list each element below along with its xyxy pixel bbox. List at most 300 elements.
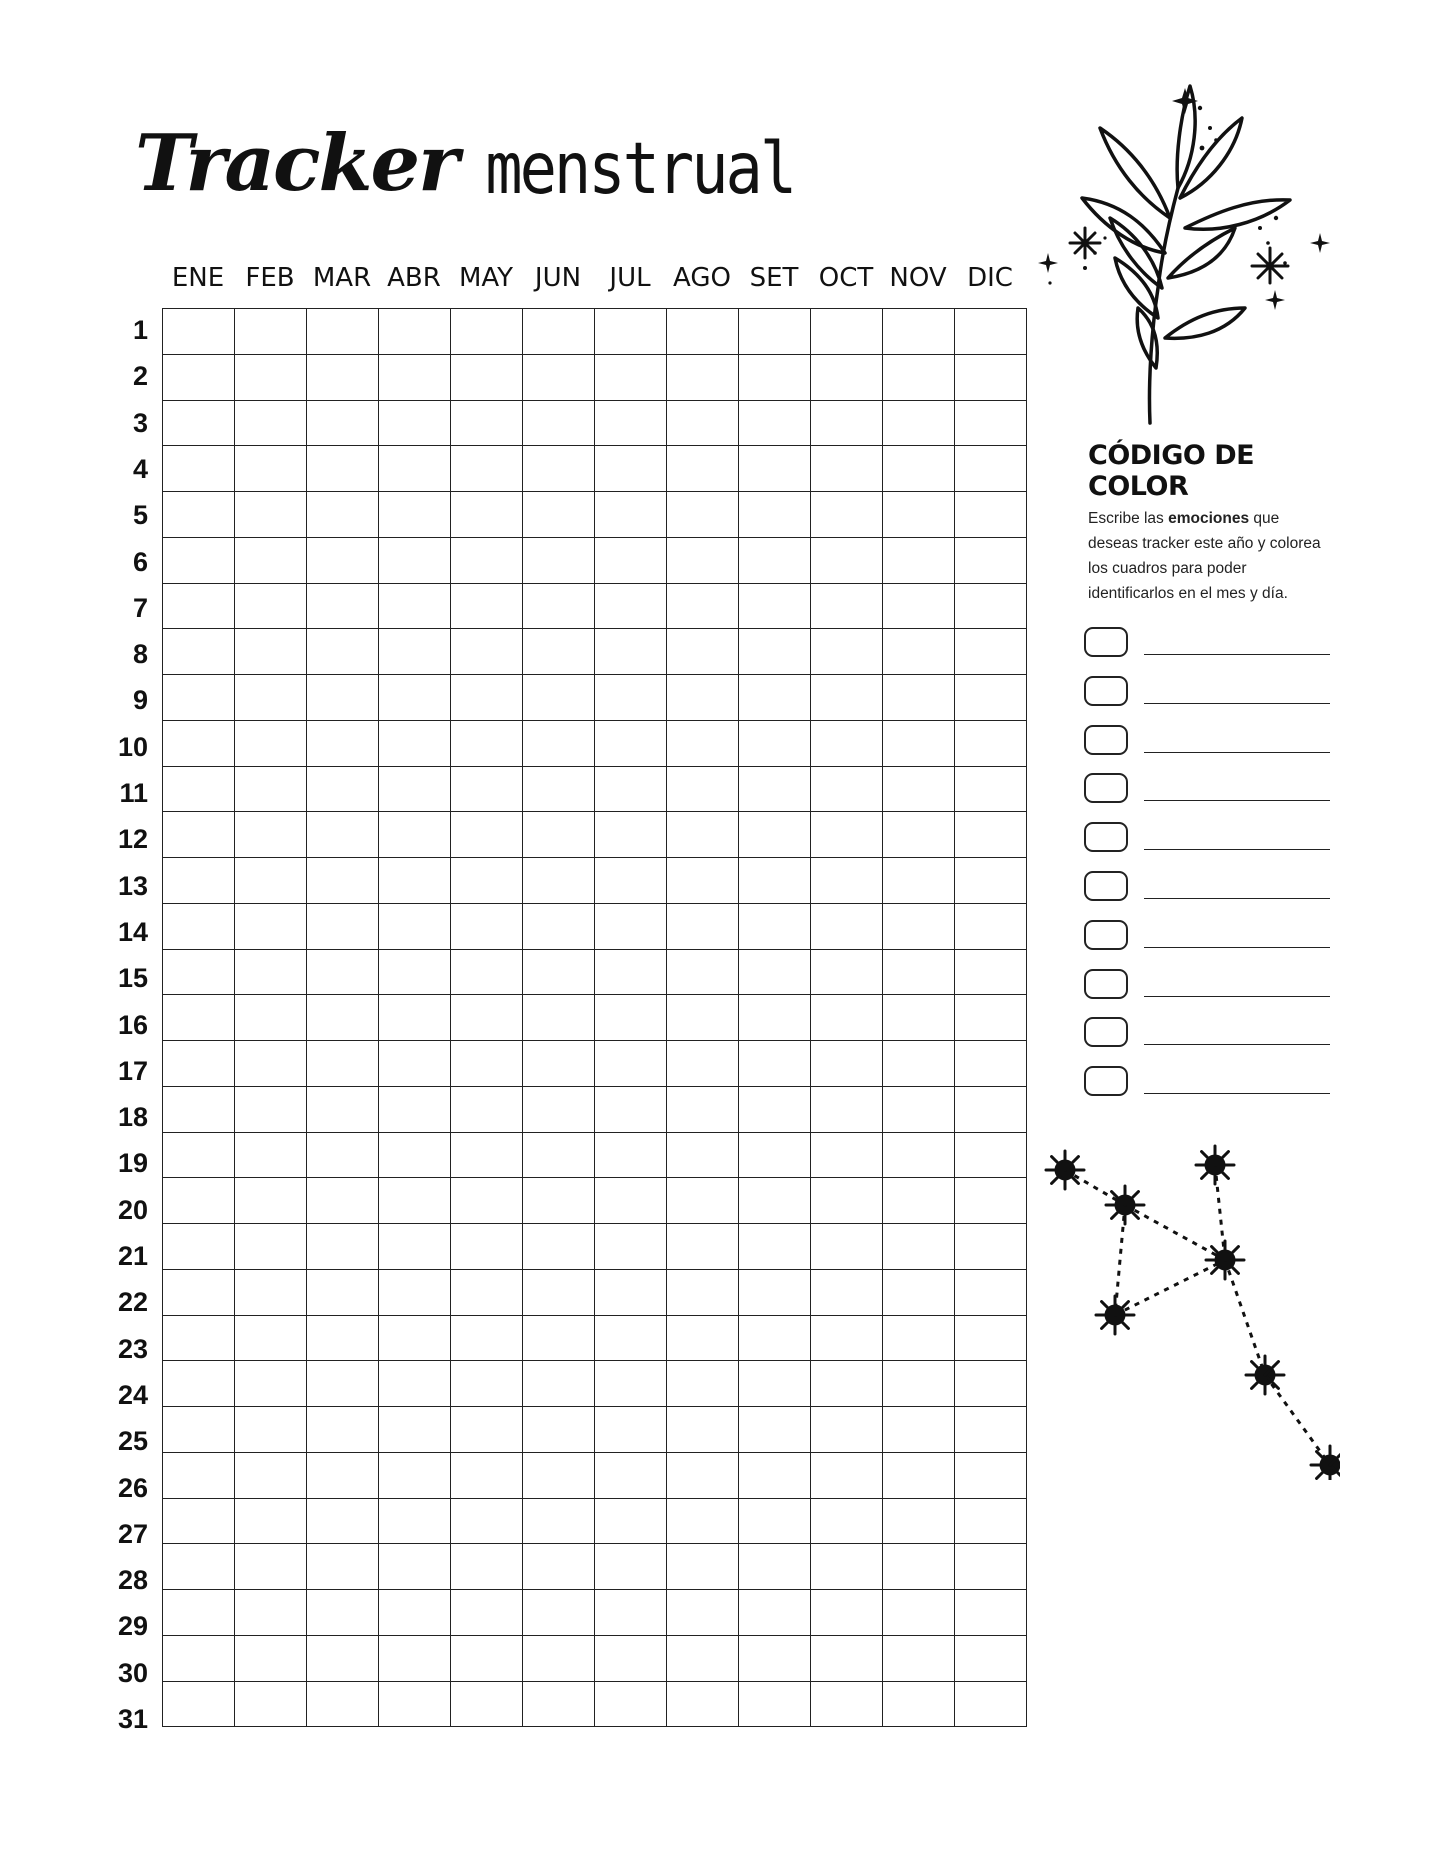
grid-cell[interactable] [955, 492, 1027, 538]
grid-cell[interactable] [523, 1178, 595, 1224]
grid-cell[interactable] [379, 1544, 451, 1590]
grid-cell[interactable] [667, 1178, 739, 1224]
grid-cell[interactable] [451, 1635, 523, 1681]
grid-cell[interactable] [667, 1086, 739, 1132]
grid-cell[interactable] [523, 858, 595, 904]
grid-cell[interactable] [307, 858, 379, 904]
grid-cell[interactable] [523, 1498, 595, 1544]
grid-cell[interactable] [163, 903, 235, 949]
grid-cell[interactable] [883, 858, 955, 904]
grid-cell[interactable] [811, 1635, 883, 1681]
grid-cell[interactable] [955, 1544, 1027, 1590]
grid-cell[interactable] [811, 1224, 883, 1270]
grid-cell[interactable] [523, 400, 595, 446]
grid-cell[interactable] [307, 1315, 379, 1361]
grid-cell[interactable] [163, 1407, 235, 1453]
grid-cell[interactable] [235, 1681, 307, 1727]
grid-cell[interactable] [379, 1041, 451, 1087]
grid-cell[interactable] [307, 583, 379, 629]
grid-cell[interactable] [235, 1315, 307, 1361]
grid-cell[interactable] [739, 537, 811, 583]
color-swatch-box[interactable] [1084, 1017, 1128, 1047]
grid-cell[interactable] [163, 1132, 235, 1178]
grid-cell[interactable] [883, 354, 955, 400]
grid-cell[interactable] [379, 583, 451, 629]
grid-cell[interactable] [235, 903, 307, 949]
emotion-write-line[interactable] [1144, 654, 1330, 655]
grid-cell[interactable] [163, 812, 235, 858]
grid-cell[interactable] [955, 354, 1027, 400]
grid-cell[interactable] [307, 995, 379, 1041]
grid-cell[interactable] [163, 629, 235, 675]
grid-cell[interactable] [739, 1041, 811, 1087]
color-swatch-box[interactable] [1084, 920, 1128, 950]
grid-cell[interactable] [811, 537, 883, 583]
grid-cell[interactable] [163, 1269, 235, 1315]
grid-cell[interactable] [811, 858, 883, 904]
color-swatch-box[interactable] [1084, 676, 1128, 706]
grid-cell[interactable] [307, 629, 379, 675]
grid-cell[interactable] [163, 354, 235, 400]
grid-cell[interactable] [955, 812, 1027, 858]
grid-cell[interactable] [379, 766, 451, 812]
color-swatch-box[interactable] [1084, 725, 1128, 755]
grid-cell[interactable] [307, 1361, 379, 1407]
grid-cell[interactable] [163, 1498, 235, 1544]
grid-cell[interactable] [379, 492, 451, 538]
grid-cell[interactable] [955, 1269, 1027, 1315]
grid-cell[interactable] [307, 675, 379, 721]
grid-cell[interactable] [667, 949, 739, 995]
grid-cell[interactable] [163, 1452, 235, 1498]
grid-cell[interactable] [235, 1498, 307, 1544]
grid-cell[interactable] [307, 1407, 379, 1453]
grid-cell[interactable] [883, 1269, 955, 1315]
grid-cell[interactable] [883, 1407, 955, 1453]
grid-cell[interactable] [595, 1132, 667, 1178]
grid-cell[interactable] [451, 446, 523, 492]
grid-cell[interactable] [883, 1590, 955, 1636]
grid-cell[interactable] [523, 1635, 595, 1681]
grid-cell[interactable] [379, 720, 451, 766]
grid-cell[interactable] [523, 1361, 595, 1407]
grid-cell[interactable] [451, 629, 523, 675]
grid-cell[interactable] [811, 446, 883, 492]
grid-cell[interactable] [235, 1452, 307, 1498]
grid-cell[interactable] [955, 949, 1027, 995]
grid-cell[interactable] [955, 1132, 1027, 1178]
grid-cell[interactable] [451, 903, 523, 949]
grid-cell[interactable] [811, 1681, 883, 1727]
grid-cell[interactable] [451, 1086, 523, 1132]
grid-cell[interactable] [955, 766, 1027, 812]
grid-cell[interactable] [163, 1315, 235, 1361]
grid-cell[interactable] [739, 812, 811, 858]
grid-cell[interactable] [235, 1224, 307, 1270]
grid-cell[interactable] [595, 400, 667, 446]
emotion-write-line[interactable] [1144, 947, 1330, 948]
grid-cell[interactable] [955, 1635, 1027, 1681]
grid-cell[interactable] [235, 720, 307, 766]
grid-cell[interactable] [883, 446, 955, 492]
grid-cell[interactable] [379, 1498, 451, 1544]
grid-cell[interactable] [955, 1498, 1027, 1544]
grid-cell[interactable] [307, 309, 379, 355]
grid-cell[interactable] [667, 400, 739, 446]
grid-cell[interactable] [451, 1498, 523, 1544]
grid-cell[interactable] [235, 354, 307, 400]
grid-cell[interactable] [739, 1361, 811, 1407]
grid-cell[interactable] [523, 1544, 595, 1590]
grid-cell[interactable] [379, 1269, 451, 1315]
grid-cell[interactable] [811, 1178, 883, 1224]
grid-cell[interactable] [163, 1681, 235, 1727]
grid-cell[interactable] [595, 537, 667, 583]
grid-cell[interactable] [595, 1041, 667, 1087]
grid-cell[interactable] [307, 812, 379, 858]
grid-cell[interactable] [955, 309, 1027, 355]
grid-cell[interactable] [523, 812, 595, 858]
grid-cell[interactable] [235, 537, 307, 583]
grid-cell[interactable] [379, 995, 451, 1041]
grid-cell[interactable] [379, 1315, 451, 1361]
grid-cell[interactable] [883, 995, 955, 1041]
grid-cell[interactable] [739, 949, 811, 995]
grid-cell[interactable] [955, 1224, 1027, 1270]
grid-cell[interactable] [883, 492, 955, 538]
grid-cell[interactable] [307, 446, 379, 492]
grid-cell[interactable] [667, 1361, 739, 1407]
grid-cell[interactable] [163, 858, 235, 904]
grid-cell[interactable] [667, 629, 739, 675]
grid-cell[interactable] [379, 1635, 451, 1681]
grid-cell[interactable] [595, 446, 667, 492]
grid-cell[interactable] [235, 309, 307, 355]
grid-cell[interactable] [667, 354, 739, 400]
grid-cell[interactable] [451, 1452, 523, 1498]
grid-cell[interactable] [811, 995, 883, 1041]
grid-cell[interactable] [523, 492, 595, 538]
grid-cell[interactable] [307, 537, 379, 583]
grid-cell[interactable] [667, 492, 739, 538]
grid-cell[interactable] [739, 1315, 811, 1361]
grid-cell[interactable] [595, 812, 667, 858]
grid-cell[interactable] [451, 1315, 523, 1361]
grid-cell[interactable] [739, 583, 811, 629]
grid-cell[interactable] [235, 812, 307, 858]
grid-cell[interactable] [811, 629, 883, 675]
grid-cell[interactable] [739, 1452, 811, 1498]
grid-cell[interactable] [811, 903, 883, 949]
grid-cell[interactable] [811, 812, 883, 858]
grid-cell[interactable] [307, 1452, 379, 1498]
grid-cell[interactable] [451, 949, 523, 995]
grid-cell[interactable] [307, 354, 379, 400]
grid-cell[interactable] [811, 583, 883, 629]
grid-cell[interactable] [307, 720, 379, 766]
grid-cell[interactable] [883, 766, 955, 812]
grid-cell[interactable] [451, 1407, 523, 1453]
grid-cell[interactable] [523, 1315, 595, 1361]
grid-cell[interactable] [379, 949, 451, 995]
grid-cell[interactable] [235, 1178, 307, 1224]
grid-cell[interactable] [811, 1041, 883, 1087]
grid-cell[interactable] [883, 1635, 955, 1681]
grid-cell[interactable] [667, 1498, 739, 1544]
color-swatch-box[interactable] [1084, 1066, 1128, 1096]
grid-cell[interactable] [307, 1498, 379, 1544]
grid-cell[interactable] [811, 400, 883, 446]
grid-cell[interactable] [595, 1407, 667, 1453]
grid-cell[interactable] [955, 720, 1027, 766]
grid-cell[interactable] [307, 766, 379, 812]
grid-cell[interactable] [595, 949, 667, 995]
grid-cell[interactable] [667, 1269, 739, 1315]
grid-cell[interactable] [883, 400, 955, 446]
grid-cell[interactable] [451, 1681, 523, 1727]
grid-cell[interactable] [451, 1544, 523, 1590]
grid-cell[interactable] [451, 1132, 523, 1178]
grid-cell[interactable] [883, 1132, 955, 1178]
grid-cell[interactable] [379, 1681, 451, 1727]
grid-cell[interactable] [883, 583, 955, 629]
grid-cell[interactable] [163, 537, 235, 583]
grid-cell[interactable] [235, 1041, 307, 1087]
grid-cell[interactable] [451, 583, 523, 629]
grid-cell[interactable] [235, 1635, 307, 1681]
grid-cell[interactable] [451, 400, 523, 446]
grid-cell[interactable] [451, 354, 523, 400]
color-swatch-box[interactable] [1084, 969, 1128, 999]
grid-cell[interactable] [163, 1086, 235, 1132]
grid-cell[interactable] [739, 1224, 811, 1270]
grid-cell[interactable] [163, 446, 235, 492]
grid-cell[interactable] [667, 675, 739, 721]
grid-cell[interactable] [811, 1498, 883, 1544]
grid-cell[interactable] [163, 400, 235, 446]
grid-cell[interactable] [379, 446, 451, 492]
grid-cell[interactable] [163, 1361, 235, 1407]
grid-cell[interactable] [955, 1407, 1027, 1453]
grid-cell[interactable] [523, 1224, 595, 1270]
emotion-write-line[interactable] [1144, 898, 1330, 899]
grid-cell[interactable] [955, 1361, 1027, 1407]
grid-cell[interactable] [811, 492, 883, 538]
grid-cell[interactable] [235, 1361, 307, 1407]
grid-cell[interactable] [163, 675, 235, 721]
emotion-write-line[interactable] [1144, 703, 1330, 704]
grid-cell[interactable] [667, 583, 739, 629]
grid-cell[interactable] [883, 1224, 955, 1270]
grid-cell[interactable] [307, 492, 379, 538]
grid-cell[interactable] [739, 354, 811, 400]
grid-cell[interactable] [595, 903, 667, 949]
grid-cell[interactable] [667, 1590, 739, 1636]
grid-cell[interactable] [307, 903, 379, 949]
grid-cell[interactable] [451, 1224, 523, 1270]
grid-cell[interactable] [379, 1590, 451, 1636]
grid-cell[interactable] [595, 1224, 667, 1270]
grid-cell[interactable] [523, 1407, 595, 1453]
grid-cell[interactable] [523, 583, 595, 629]
grid-cell[interactable] [739, 629, 811, 675]
grid-cell[interactable] [811, 1269, 883, 1315]
grid-cell[interactable] [667, 995, 739, 1041]
grid-cell[interactable] [739, 400, 811, 446]
grid-cell[interactable] [379, 309, 451, 355]
grid-cell[interactable] [667, 1315, 739, 1361]
grid-cell[interactable] [955, 1315, 1027, 1361]
grid-cell[interactable] [739, 1086, 811, 1132]
grid-cell[interactable] [523, 766, 595, 812]
grid-cell[interactable] [883, 1178, 955, 1224]
grid-cell[interactable] [667, 903, 739, 949]
grid-cell[interactable] [451, 1590, 523, 1636]
grid-cell[interactable] [811, 1361, 883, 1407]
grid-cell[interactable] [307, 1635, 379, 1681]
grid-cell[interactable] [307, 1132, 379, 1178]
grid-cell[interactable] [667, 309, 739, 355]
emotion-write-line[interactable] [1144, 800, 1330, 801]
grid-cell[interactable] [451, 1269, 523, 1315]
color-swatch-box[interactable] [1084, 871, 1128, 901]
grid-cell[interactable] [379, 400, 451, 446]
grid-cell[interactable] [883, 720, 955, 766]
grid-cell[interactable] [379, 629, 451, 675]
grid-cell[interactable] [379, 675, 451, 721]
grid-cell[interactable] [811, 1590, 883, 1636]
grid-cell[interactable] [811, 1315, 883, 1361]
grid-cell[interactable] [739, 1269, 811, 1315]
grid-cell[interactable] [883, 1681, 955, 1727]
grid-cell[interactable] [739, 1544, 811, 1590]
grid-cell[interactable] [163, 1224, 235, 1270]
grid-cell[interactable] [955, 537, 1027, 583]
grid-cell[interactable] [307, 1544, 379, 1590]
grid-cell[interactable] [739, 446, 811, 492]
grid-cell[interactable] [523, 1590, 595, 1636]
grid-cell[interactable] [739, 858, 811, 904]
grid-cell[interactable] [379, 1178, 451, 1224]
grid-cell[interactable] [163, 766, 235, 812]
grid-cell[interactable] [667, 812, 739, 858]
grid-cell[interactable] [595, 583, 667, 629]
grid-cell[interactable] [451, 766, 523, 812]
grid-cell[interactable] [739, 675, 811, 721]
grid-cell[interactable] [595, 1590, 667, 1636]
grid-cell[interactable] [739, 1132, 811, 1178]
grid-cell[interactable] [883, 1086, 955, 1132]
grid-cell[interactable] [379, 1452, 451, 1498]
grid-cell[interactable] [163, 1178, 235, 1224]
grid-cell[interactable] [235, 858, 307, 904]
grid-cell[interactable] [595, 766, 667, 812]
grid-cell[interactable] [595, 1178, 667, 1224]
grid-cell[interactable] [883, 629, 955, 675]
grid-cell[interactable] [739, 1681, 811, 1727]
grid-cell[interactable] [451, 1041, 523, 1087]
grid-cell[interactable] [667, 1132, 739, 1178]
grid-cell[interactable] [739, 766, 811, 812]
grid-cell[interactable] [667, 1452, 739, 1498]
grid-cell[interactable] [163, 1544, 235, 1590]
grid-cell[interactable] [163, 1041, 235, 1087]
grid-cell[interactable] [595, 629, 667, 675]
grid-cell[interactable] [235, 766, 307, 812]
grid-cell[interactable] [163, 995, 235, 1041]
grid-cell[interactable] [163, 1590, 235, 1636]
grid-cell[interactable] [883, 309, 955, 355]
grid-cell[interactable] [883, 1498, 955, 1544]
grid-cell[interactable] [163, 1635, 235, 1681]
emotion-write-line[interactable] [1144, 1093, 1330, 1094]
grid-cell[interactable] [307, 1224, 379, 1270]
grid-cell[interactable] [667, 1635, 739, 1681]
grid-cell[interactable] [667, 766, 739, 812]
grid-cell[interactable] [811, 354, 883, 400]
grid-cell[interactable] [523, 309, 595, 355]
grid-cell[interactable] [307, 1590, 379, 1636]
grid-cell[interactable] [739, 903, 811, 949]
grid-cell[interactable] [955, 400, 1027, 446]
color-swatch-box[interactable] [1084, 773, 1128, 803]
grid-cell[interactable] [955, 858, 1027, 904]
grid-cell[interactable] [235, 1407, 307, 1453]
grid-cell[interactable] [595, 1498, 667, 1544]
grid-cell[interactable] [739, 1178, 811, 1224]
grid-cell[interactable] [955, 446, 1027, 492]
grid-cell[interactable] [523, 1132, 595, 1178]
grid-cell[interactable] [163, 949, 235, 995]
grid-cell[interactable] [667, 1681, 739, 1727]
grid-cell[interactable] [739, 1590, 811, 1636]
grid-cell[interactable] [451, 492, 523, 538]
grid-cell[interactable] [595, 675, 667, 721]
grid-cell[interactable] [379, 903, 451, 949]
grid-cell[interactable] [667, 537, 739, 583]
grid-cell[interactable] [955, 1681, 1027, 1727]
grid-cell[interactable] [235, 629, 307, 675]
grid-cell[interactable] [667, 1224, 739, 1270]
grid-cell[interactable] [595, 1086, 667, 1132]
grid-cell[interactable] [955, 1178, 1027, 1224]
color-swatch-box[interactable] [1084, 627, 1128, 657]
grid-cell[interactable] [523, 629, 595, 675]
grid-cell[interactable] [595, 309, 667, 355]
grid-cell[interactable] [523, 1452, 595, 1498]
grid-cell[interactable] [451, 812, 523, 858]
grid-cell[interactable] [595, 354, 667, 400]
grid-cell[interactable] [811, 720, 883, 766]
grid-cell[interactable] [739, 309, 811, 355]
grid-cell[interactable] [811, 949, 883, 995]
grid-cell[interactable] [739, 995, 811, 1041]
grid-cell[interactable] [307, 1681, 379, 1727]
grid-cell[interactable] [379, 1361, 451, 1407]
grid-cell[interactable] [955, 1041, 1027, 1087]
grid-cell[interactable] [235, 675, 307, 721]
grid-cell[interactable] [739, 1635, 811, 1681]
grid-cell[interactable] [595, 720, 667, 766]
grid-cell[interactable] [523, 903, 595, 949]
grid-cell[interactable] [451, 309, 523, 355]
grid-cell[interactable] [811, 766, 883, 812]
grid-cell[interactable] [235, 1269, 307, 1315]
grid-cell[interactable] [523, 446, 595, 492]
grid-cell[interactable] [811, 1132, 883, 1178]
grid-cell[interactable] [955, 675, 1027, 721]
grid-cell[interactable] [307, 1178, 379, 1224]
